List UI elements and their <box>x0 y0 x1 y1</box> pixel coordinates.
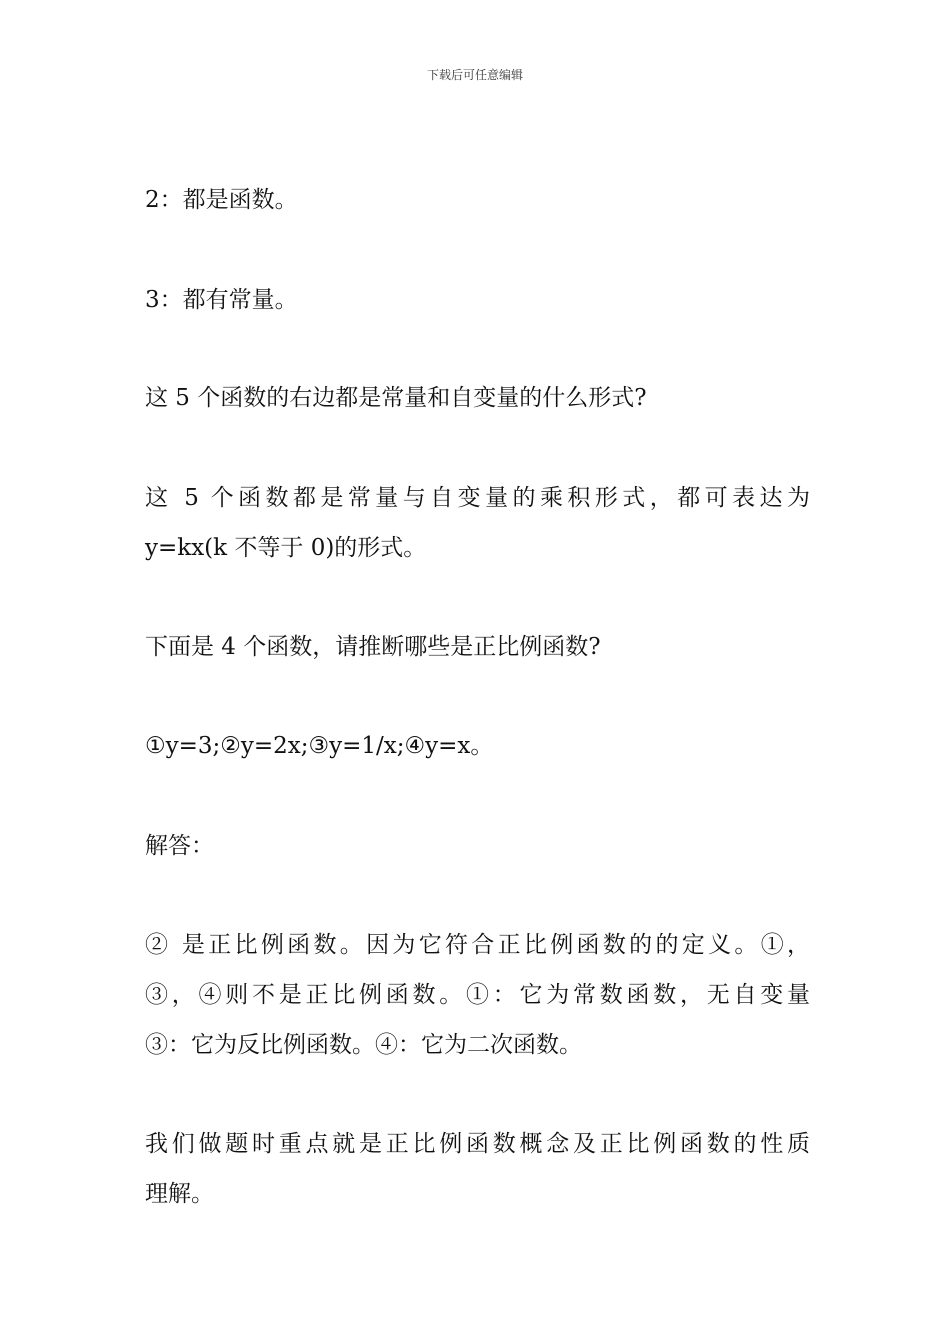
paragraph-1 <box>145 175 810 225</box>
page-header: 下载后可任意编辑 <box>426 68 523 82</box>
paragraph-9 <box>145 1119 810 1219</box>
paragraph-3 <box>145 373 810 423</box>
paragraph-2 <box>145 275 810 325</box>
text-line: 这 5 个函数的右边都是常量和自变量的什么形式? <box>145 385 647 411</box>
text-line: ①y=3;②y=2x;③y=1/x;④y=x。 <box>145 733 494 759</box>
text-line: 解答： <box>145 833 214 859</box>
text-line: 3：都有常量。 <box>145 287 298 313</box>
text-line: 理解。 <box>145 1181 214 1207</box>
paragraph-6 <box>145 721 810 771</box>
text-line: 下面是 4 个函数，请推断哪些是正比例函数? <box>145 634 601 660</box>
text-line: ② 是正比例函数。因为它符合正比例函数的的定义。①， <box>145 932 810 958</box>
text-line: 2：都是函数。 <box>145 187 298 213</box>
paragraph-7 <box>145 821 810 871</box>
paragraph-8 <box>145 920 810 1070</box>
text-line: 我们做题时重点就是正比例函数概念及正比例函数的性质 <box>145 1131 810 1157</box>
paragraph-4 <box>145 473 810 573</box>
text-line: y=kx(k 不等于 0)的形式。 <box>145 535 427 561</box>
text-line: ③：它为反比例函数。④：它为二次函数。 <box>145 1032 582 1058</box>
paragraph-5 <box>145 622 810 672</box>
text-line: 这 5 个函数都是常量与自变量的乘积形式，都可表达为 <box>145 485 810 511</box>
text-line: ③，④则不是正比例函数。①：它为常数函数，无自变量 <box>145 982 810 1008</box>
